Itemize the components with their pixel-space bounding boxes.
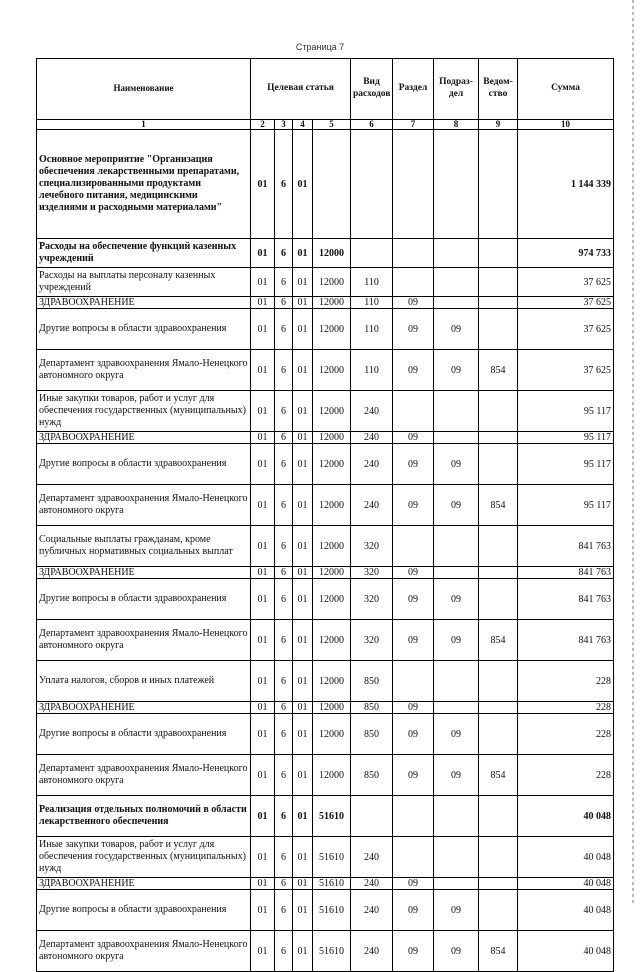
- department-code: [479, 432, 518, 444]
- row-name: Расходы на обеспечение функций казенных учреждений: [37, 239, 251, 268]
- section-code: [393, 661, 434, 702]
- section-code: 09: [393, 309, 434, 350]
- row-amount: 841 763: [518, 620, 614, 661]
- section-code: 09: [393, 714, 434, 755]
- target-code-3: 01: [293, 350, 313, 391]
- row-amount: 841 763: [518, 579, 614, 620]
- table-row: [37, 391, 614, 432]
- subsection-code: 09: [434, 890, 479, 931]
- page-label: Страница 7: [295, 42, 345, 52]
- subsection-code: 09: [434, 350, 479, 391]
- header-name: Наименование: [37, 59, 251, 120]
- target-code-4: 51610: [313, 796, 351, 837]
- target-code-4: 12000: [313, 702, 351, 714]
- target-code-4: 12000: [313, 661, 351, 702]
- target-code-1: 01: [251, 130, 275, 239]
- table-row: [37, 432, 614, 444]
- subsection-code: [434, 526, 479, 567]
- department-code: [479, 309, 518, 350]
- department-code: 854: [479, 620, 518, 661]
- expense-type-code: 320: [351, 620, 393, 661]
- department-code: [479, 878, 518, 890]
- target-code-4: 51610: [313, 890, 351, 931]
- table-row: [37, 661, 614, 702]
- table-row: [37, 350, 614, 391]
- target-code-3: 01: [293, 702, 313, 714]
- expense-type-code: 850: [351, 714, 393, 755]
- target-code-3: 01: [293, 567, 313, 579]
- target-code-3: 01: [293, 239, 313, 268]
- row-name: Социальные выплаты гражданам, кроме публичных нормативных социальных выплат: [37, 526, 251, 567]
- expense-type-code: 240: [351, 837, 393, 878]
- table-row: [37, 755, 614, 796]
- expense-type-code: 240: [351, 432, 393, 444]
- table-row: [37, 309, 614, 350]
- expense-type-code: 320: [351, 567, 393, 579]
- department-code: [479, 702, 518, 714]
- table-row: [37, 239, 614, 268]
- target-code-3: 01: [293, 432, 313, 444]
- target-code-1: 01: [251, 579, 275, 620]
- table-row: [37, 579, 614, 620]
- subsection-code: 09: [434, 931, 479, 972]
- department-code: 854: [479, 350, 518, 391]
- section-code: [393, 130, 434, 239]
- target-code-2: 6: [275, 714, 293, 755]
- column-number: 3: [275, 120, 293, 130]
- row-name: Иные закупки товаров, работ и услуг для обеспечения государственных (муниципальных) нужд: [37, 837, 251, 878]
- department-code: [479, 837, 518, 878]
- table-row: [37, 931, 614, 972]
- target-code-1: 01: [251, 890, 275, 931]
- subsection-code: [434, 391, 479, 432]
- expense-type-code: [351, 130, 393, 239]
- department-code: 854: [479, 931, 518, 972]
- target-code-4: 51610: [313, 931, 351, 972]
- department-code: [479, 567, 518, 579]
- expense-type-code: 240: [351, 391, 393, 432]
- subsection-code: [434, 661, 479, 702]
- row-amount: 37 625: [518, 268, 614, 297]
- department-code: [479, 444, 518, 485]
- row-amount: 841 763: [518, 567, 614, 579]
- table-row: [37, 890, 614, 931]
- target-code-3: 01: [293, 309, 313, 350]
- expense-type-code: 240: [351, 444, 393, 485]
- target-code-4: 12000: [313, 268, 351, 297]
- column-number: 1: [37, 120, 251, 130]
- target-code-1: 01: [251, 350, 275, 391]
- target-code-3: 01: [293, 755, 313, 796]
- target-code-3: 01: [293, 130, 313, 239]
- expense-type-code: [351, 796, 393, 837]
- section-code: 09: [393, 755, 434, 796]
- row-name: Департамент здравоохранения Ямало-Ненецкого автономного округа: [37, 350, 251, 391]
- target-code-1: 01: [251, 755, 275, 796]
- target-code-1: 01: [251, 796, 275, 837]
- target-code-3: 01: [293, 526, 313, 567]
- subsection-code: [434, 878, 479, 890]
- target-code-4: 12000: [313, 620, 351, 661]
- column-number: 9: [479, 120, 518, 130]
- department-code: 854: [479, 485, 518, 526]
- subsection-code: 09: [434, 755, 479, 796]
- target-code-3: 01: [293, 268, 313, 297]
- row-name: Департамент здравоохранения Ямало-Ненецкого автономного округа: [37, 931, 251, 972]
- expense-type-code: [351, 239, 393, 268]
- row-amount: 95 117: [518, 444, 614, 485]
- target-code-2: 6: [275, 485, 293, 526]
- subsection-code: 09: [434, 444, 479, 485]
- row-name: Департамент здравоохранения Ямало-Ненецкого автономного округа: [37, 755, 251, 796]
- expense-type-code: 850: [351, 755, 393, 796]
- target-code-4: 12000: [313, 485, 351, 526]
- target-code-3: 01: [293, 661, 313, 702]
- section-code: 09: [393, 890, 434, 931]
- row-amount: 40 048: [518, 837, 614, 878]
- section-code: [393, 268, 434, 297]
- table-row: [37, 620, 614, 661]
- target-code-4: 12000: [313, 714, 351, 755]
- header-section: Раздел: [393, 59, 434, 120]
- row-amount: 40 048: [518, 878, 614, 890]
- target-code-1: 01: [251, 702, 275, 714]
- expense-type-code: 110: [351, 350, 393, 391]
- row-amount: 95 117: [518, 391, 614, 432]
- target-code-4: 51610: [313, 878, 351, 890]
- target-code-1: 01: [251, 485, 275, 526]
- target-code-3: 01: [293, 620, 313, 661]
- section-code: 09: [393, 567, 434, 579]
- department-code: [479, 130, 518, 239]
- target-code-2: 6: [275, 444, 293, 485]
- target-code-1: 01: [251, 526, 275, 567]
- table-row: [37, 702, 614, 714]
- target-code-3: 01: [293, 297, 313, 309]
- department-code: [479, 714, 518, 755]
- target-code-1: 01: [251, 714, 275, 755]
- target-code-3: 01: [293, 931, 313, 972]
- column-number: 6: [351, 120, 393, 130]
- column-number-row: [37, 120, 614, 130]
- header-target: Целевая статья: [251, 59, 351, 120]
- row-name: Другие вопросы в области здравоохранения: [37, 309, 251, 350]
- expense-type-code: 110: [351, 297, 393, 309]
- department-code: [479, 297, 518, 309]
- target-code-2: 6: [275, 661, 293, 702]
- expense-type-code: 240: [351, 485, 393, 526]
- row-amount: 95 117: [518, 432, 614, 444]
- expense-type-code: 320: [351, 526, 393, 567]
- row-name: Расходы на выплаты персоналу казенных учреждений: [37, 268, 251, 297]
- target-code-1: 01: [251, 309, 275, 350]
- target-code-3: 01: [293, 796, 313, 837]
- table-row: [37, 130, 614, 239]
- table-row: [37, 837, 614, 878]
- subsection-code: [434, 796, 479, 837]
- target-code-4: 12000: [313, 239, 351, 268]
- section-code: 09: [393, 620, 434, 661]
- target-code-3: 01: [293, 579, 313, 620]
- target-code-2: 6: [275, 432, 293, 444]
- target-code-3: 01: [293, 444, 313, 485]
- target-code-2: 6: [275, 526, 293, 567]
- target-code-4: 12000: [313, 755, 351, 796]
- table-row: [37, 878, 614, 890]
- row-amount: 95 117: [518, 485, 614, 526]
- table-row: [37, 485, 614, 526]
- target-code-2: 6: [275, 579, 293, 620]
- expense-type-code: 850: [351, 661, 393, 702]
- target-code-2: 6: [275, 878, 293, 890]
- target-code-2: 6: [275, 239, 293, 268]
- row-name: Департамент здравоохранения Ямало-Ненецкого автономного округа: [37, 485, 251, 526]
- department-code: [479, 391, 518, 432]
- row-name: ЗДРАВООХРАНЕНИЕ: [37, 702, 251, 714]
- expense-type-code: 110: [351, 309, 393, 350]
- target-code-3: 01: [293, 890, 313, 931]
- row-amount: 228: [518, 702, 614, 714]
- department-code: [479, 526, 518, 567]
- row-amount: 1 144 339: [518, 130, 614, 239]
- row-amount: 37 625: [518, 309, 614, 350]
- target-code-2: 6: [275, 350, 293, 391]
- department-code: [479, 796, 518, 837]
- section-code: 09: [393, 350, 434, 391]
- row-amount: 841 763: [518, 526, 614, 567]
- target-code-1: 01: [251, 878, 275, 890]
- row-name: Реализация отдельных полномочий в области лекарственного обеспечения: [37, 796, 251, 837]
- column-number: 7: [393, 120, 434, 130]
- target-code-1: 01: [251, 620, 275, 661]
- target-code-1: 01: [251, 268, 275, 297]
- row-amount: 228: [518, 661, 614, 702]
- row-amount: 974 733: [518, 239, 614, 268]
- target-code-4: [313, 130, 351, 239]
- target-code-4: 12000: [313, 444, 351, 485]
- target-code-4: 12000: [313, 579, 351, 620]
- section-code: [393, 391, 434, 432]
- expense-type-code: 240: [351, 878, 393, 890]
- target-code-2: 6: [275, 130, 293, 239]
- column-number: 10: [518, 120, 614, 130]
- section-code: 09: [393, 297, 434, 309]
- column-number: 2: [251, 120, 275, 130]
- subsection-code: 09: [434, 485, 479, 526]
- row-amount: 40 048: [518, 931, 614, 972]
- target-code-1: 01: [251, 567, 275, 579]
- department-code: 854: [479, 755, 518, 796]
- target-code-4: 12000: [313, 297, 351, 309]
- expense-type-code: 320: [351, 579, 393, 620]
- target-code-2: 6: [275, 796, 293, 837]
- target-code-1: 01: [251, 837, 275, 878]
- row-name: Другие вопросы в области здравоохранения: [37, 714, 251, 755]
- section-code: [393, 239, 434, 268]
- header-row: [37, 59, 614, 120]
- target-code-4: 12000: [313, 309, 351, 350]
- target-code-4: 12000: [313, 391, 351, 432]
- subsection-code: [434, 567, 479, 579]
- target-code-2: 6: [275, 309, 293, 350]
- subsection-code: [434, 702, 479, 714]
- section-code: 09: [393, 444, 434, 485]
- target-code-2: 6: [275, 297, 293, 309]
- target-code-3: 01: [293, 714, 313, 755]
- table-row: [37, 714, 614, 755]
- row-amount: 228: [518, 755, 614, 796]
- section-code: 09: [393, 878, 434, 890]
- section-code: [393, 837, 434, 878]
- section-code: 09: [393, 931, 434, 972]
- row-name: ЗДРАВООХРАНЕНИЕ: [37, 297, 251, 309]
- target-code-1: 01: [251, 444, 275, 485]
- header-expense-type: Вид расходов: [351, 59, 393, 120]
- row-amount: 228: [518, 714, 614, 755]
- target-code-3: 01: [293, 878, 313, 890]
- column-number: 8: [434, 120, 479, 130]
- target-code-2: 6: [275, 702, 293, 714]
- department-code: [479, 239, 518, 268]
- row-name: Уплата налогов, сборов и иных платежей: [37, 661, 251, 702]
- row-name: ЗДРАВООХРАНЕНИЕ: [37, 567, 251, 579]
- header-department: Ведом-ство: [479, 59, 518, 120]
- header-amount: Сумма: [518, 59, 614, 120]
- subsection-code: [434, 130, 479, 239]
- row-name: Другие вопросы в области здравоохранения: [37, 890, 251, 931]
- target-code-4: 12000: [313, 350, 351, 391]
- row-name: ЗДРАВООХРАНЕНИЕ: [37, 432, 251, 444]
- target-code-2: 6: [275, 620, 293, 661]
- target-code-1: 01: [251, 432, 275, 444]
- target-code-4: 51610: [313, 837, 351, 878]
- table-row: [37, 444, 614, 485]
- table-row: [37, 796, 614, 837]
- expense-type-code: 110: [351, 268, 393, 297]
- subsection-code: [434, 239, 479, 268]
- target-code-1: 01: [251, 661, 275, 702]
- subsection-code: [434, 297, 479, 309]
- section-code: 09: [393, 702, 434, 714]
- target-code-2: 6: [275, 391, 293, 432]
- target-code-1: 01: [251, 297, 275, 309]
- target-code-1: 01: [251, 931, 275, 972]
- table-row: [37, 526, 614, 567]
- budget-table: [36, 58, 614, 972]
- row-name: Другие вопросы в области здравоохранения: [37, 444, 251, 485]
- target-code-3: 01: [293, 837, 313, 878]
- row-amount: 37 625: [518, 350, 614, 391]
- row-amount: 37 625: [518, 297, 614, 309]
- row-name: Иные закупки товаров, работ и услуг для обеспечения государственных (муниципальных) нужд: [37, 391, 251, 432]
- row-amount: 40 048: [518, 796, 614, 837]
- target-code-2: 6: [275, 567, 293, 579]
- subsection-code: 09: [434, 579, 479, 620]
- row-name: Департамент здравоохранения Ямало-Ненецкого автономного округа: [37, 620, 251, 661]
- target-code-2: 6: [275, 755, 293, 796]
- department-code: [479, 661, 518, 702]
- column-number: 4: [293, 120, 313, 130]
- target-code-3: 01: [293, 485, 313, 526]
- subsection-code: [434, 837, 479, 878]
- section-code: 09: [393, 485, 434, 526]
- department-code: [479, 268, 518, 297]
- target-code-2: 6: [275, 268, 293, 297]
- subsection-code: 09: [434, 620, 479, 661]
- department-code: [479, 579, 518, 620]
- subsection-code: [434, 432, 479, 444]
- row-name: ЗДРАВООХРАНЕНИЕ: [37, 878, 251, 890]
- subsection-code: 09: [434, 309, 479, 350]
- section-code: 09: [393, 579, 434, 620]
- department-code: [479, 890, 518, 931]
- column-number: 5: [313, 120, 351, 130]
- target-code-4: 12000: [313, 526, 351, 567]
- row-amount: 40 048: [518, 890, 614, 931]
- target-code-2: 6: [275, 931, 293, 972]
- subsection-code: [434, 268, 479, 297]
- target-code-4: 12000: [313, 567, 351, 579]
- target-code-2: 6: [275, 837, 293, 878]
- row-name: Другие вопросы в области здравоохранения: [37, 579, 251, 620]
- table-row: [37, 297, 614, 309]
- section-code: [393, 526, 434, 567]
- header-subsection: Подраз-дел: [434, 59, 479, 120]
- table-row: [37, 567, 614, 579]
- row-name: Основное мероприятие "Организация обеспечения лекарственными препаратами, специализированными продуктами лечебного питания, медицинскими изделиями и расходными материалами": [37, 130, 251, 239]
- target-code-2: 6: [275, 890, 293, 931]
- target-code-1: 01: [251, 239, 275, 268]
- expense-type-code: 240: [351, 931, 393, 972]
- table-row: [37, 268, 614, 297]
- target-code-4: 12000: [313, 432, 351, 444]
- subsection-code: 09: [434, 714, 479, 755]
- section-code: [393, 796, 434, 837]
- expense-type-code: 240: [351, 890, 393, 931]
- section-code: 09: [393, 432, 434, 444]
- scan-edge: [632, 0, 634, 905]
- expense-type-code: 850: [351, 702, 393, 714]
- target-code-1: 01: [251, 391, 275, 432]
- target-code-3: 01: [293, 391, 313, 432]
